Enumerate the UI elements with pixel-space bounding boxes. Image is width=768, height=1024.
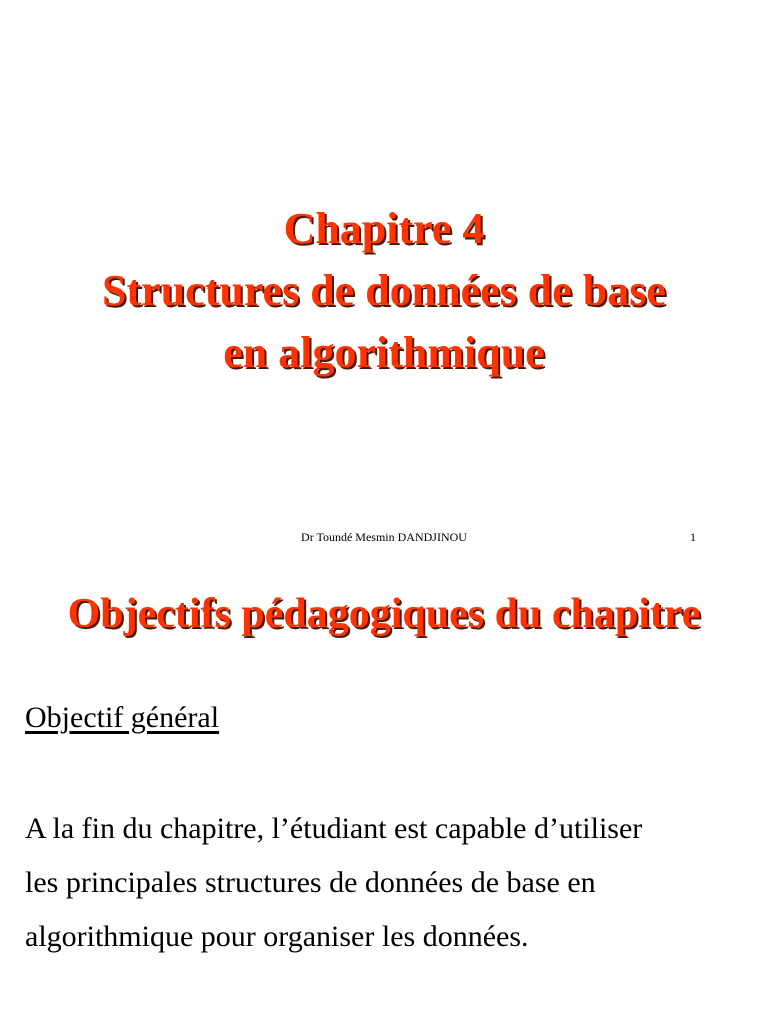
title-line-chapter: Chapitre 4 xyxy=(283,204,485,253)
body-paragraph xyxy=(25,802,755,964)
body-line: algorithmique pour organiser les données. xyxy=(25,920,529,953)
page-number: 1 xyxy=(690,530,696,544)
body-line: les principales structures de données de base en xyxy=(25,866,596,899)
body-line: A la fin du chapitre, l’étudiant est capable d’utiliser xyxy=(25,812,643,845)
section-heading: Objectif général xyxy=(25,701,220,734)
footer-author: Dr Toundé Mesmin DANDJINOU xyxy=(301,530,467,544)
slide-title xyxy=(0,198,768,384)
title-line-domain: en algorithmique xyxy=(223,328,545,377)
slide-2-title: Objectifs pédagogiques du chapitre xyxy=(67,591,701,637)
title-line-subject: Structures de données de base xyxy=(102,266,666,315)
slide-2 xyxy=(0,560,768,1024)
